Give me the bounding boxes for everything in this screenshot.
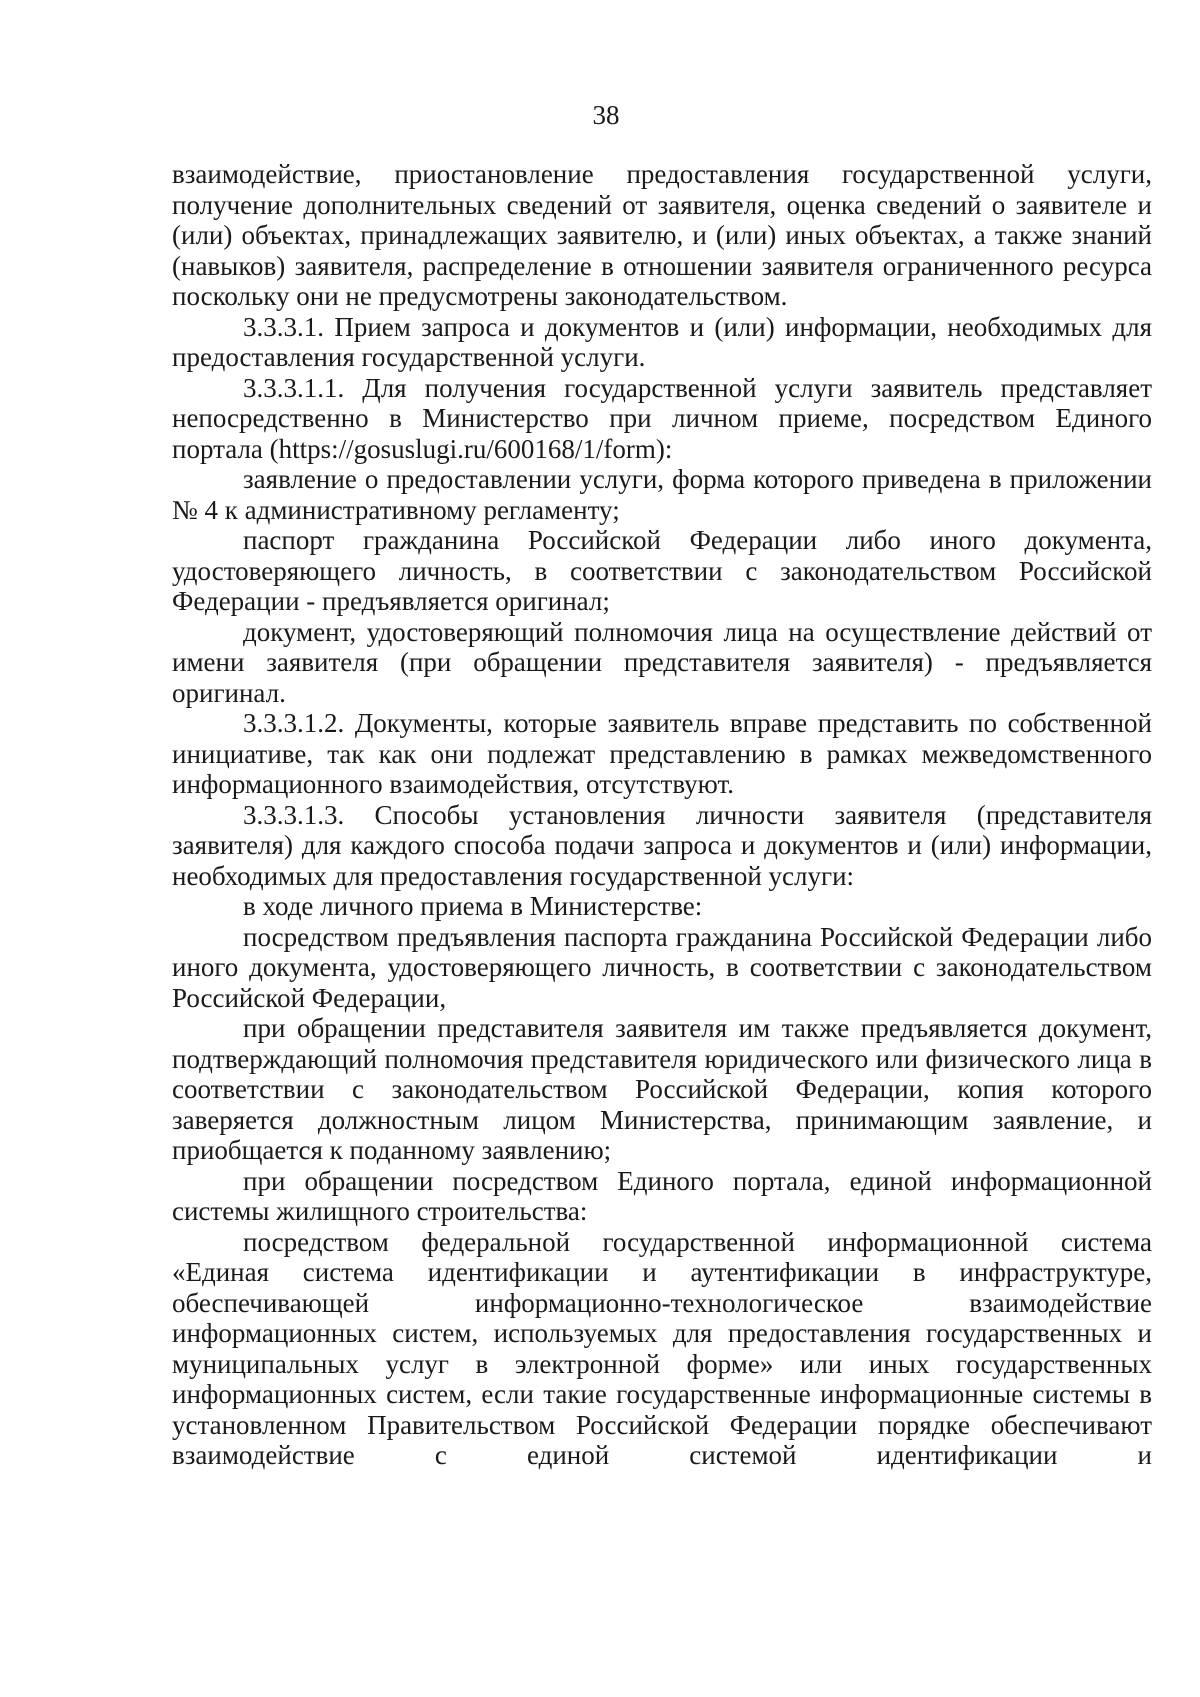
paragraph-3-3-3-1-2: 3.3.3.1.2. Документы, которые заявитель вправе представить по собственной инициативе, так как они подлежат представлению в рамках межведомственного информационного взаимодействия, отсутствуют.	[172, 708, 1152, 799]
paragraph-portal: при обращении посредством Единого портала, единой информационной системы жилищного строительства:	[172, 1165, 1152, 1226]
paragraph-3-3-3-1: 3.3.3.1. Прием запроса и документов и (или) информации, необходимых для предоставления государственной услуги.	[172, 311, 1152, 372]
list-item-authority-document: документ, удостоверяющий полномочия лица на осуществление действий от имени заявителя (при обращении представителя заявителя) - предъявляется оригинал.	[172, 616, 1152, 708]
paragraph-3-3-3-1-1: 3.3.3.1.1. Для получения государственной услуги заявитель представляет непосредственно в Министерство при личном приеме, посредством Единого портала (https://gosuslugi.ru/600168/1/form):	[172, 372, 1152, 464]
document-body	[172, 159, 1152, 1471]
paragraph-3-3-3-1-3: 3.3.3.1.3. Способы установления личности заявителя (представителя заявителя) для каждого способа подачи запроса и документов и (или) информации, необходимых для предоставления государственной услуги:	[172, 799, 1152, 891]
page-number: 38	[592, 100, 620, 130]
paragraph-personal-reception: в ходе личного приема в Министерстве:	[243, 891, 703, 921]
paragraph-representative: при обращении представителя заявителя им также предъявляется документ, подтверждающий полномочия представителя юридического или физического лица в соответствии с законодательством Российской Федерации, копия которого заверяется должностным лицом Министерства, принимающим заявление, и приобщается к поданному заявлению;	[172, 1013, 1152, 1165]
paragraph-continuation: взаимодействие, приостановление предоставления государственной услуги, получение дополнительных сведений от заявителя, оценка сведений о заявителе и (или) объектах, принадлежащих заявителю, и (или) иных объектах, а также знаний (навыков) заявителя, распределение в отношении заявителя ограниченного ресурса поскольку они не предусмотрены законодательством.	[172, 159, 1152, 311]
list-item-application: заявление о предоставлении услуги, форма которого приведена в приложении № 4 к административному регламенту;	[172, 464, 1152, 525]
paragraph-passport-presentation: посредством предъявления паспорта гражданина Российской Федерации либо иного документа, удостоверяющего личность, в соответствии с законодательством Российской Федерации,	[172, 921, 1152, 1013]
list-item-passport: паспорт гражданина Российской Федерации либо иного документа, удостоверяющего личность, в соответствии с законодательством Российской Федерации - предъявляется оригинал;	[172, 525, 1152, 616]
paragraph-esia: посредством федеральной государственной информационной система «Единая система идентификации и аутентификации в инфраструктуре, обеспечивающей информационно-технологическое взаимодействие информационных систем, используемых для предоставления государственных и муниципальных услуг в электронной форме» или иных государственных информационных систем, если такие государственные информационные системы в установленном Правительством Российской Федерации порядке обеспечивают взаимодействие с единой системой идентификации и	[172, 1226, 1152, 1470]
